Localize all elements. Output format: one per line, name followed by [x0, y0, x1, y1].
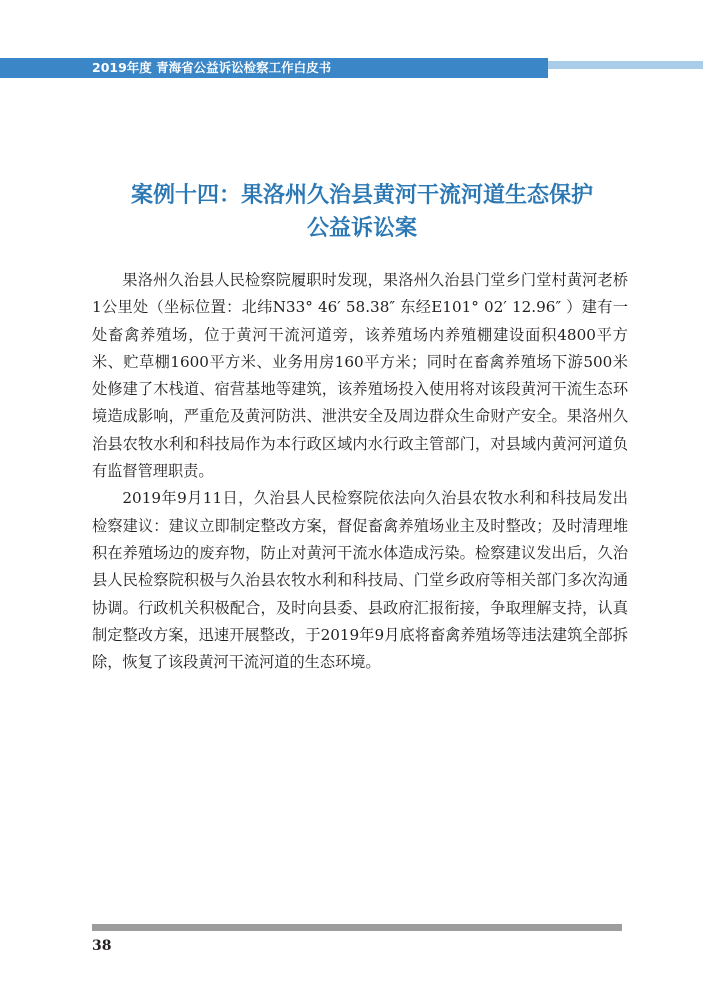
header-accent-stripe — [548, 61, 703, 69]
paragraph-1: 果洛州久治县人民检察院履职时发现，果洛州久治县门堂乡门堂村黄河老桥1公里处（坐标位置：北纬N33° 46′ 58.38″ 东经E101° 02′ 12.96″ ）建有一处畜禽养殖场，位于黄河干流河道旁，该养殖场内养殖棚建设面积4800平方米、贮草棚1600平方米、业务用房160平方米；同时在畜禽养殖场下游500米处修建了木栈道、宿营基地等建筑，该养殖场投入使用将对该段黄河干流生态环境造成影响，严重危及黄河防洪、泄洪安全及周边群众生命财产安全。果洛州久治县农牧水利和科技局作为本行政区域内水行政主管部门，对县域内黄河河道负有监督管理职责。 — [92, 271, 628, 481]
footer-rule — [92, 924, 622, 931]
case-title-line-2: 公益诉讼案 — [306, 215, 417, 241]
page-number: 38 — [92, 938, 112, 954]
paragraph-2: 2019年9月11日，久治县人民检察院依法向久治县农牧水利和科技局发出检察建议：建议立即制定整改方案，督促畜禽养殖场业主及时整改；及时清理堆积在养殖场边的废弃物，防止对黄河干流水体造成污染。检察建议发出后，久治县人民检察院积极与久治县农牧水利和科技局、门堂乡政府等相关部门多次沟通协调。行政机关积极配合，及时向县委、县政府汇报衔接，争取理解支持，认真制定整改方案，迅速开展整改，于2019年9月底将畜禽养殖场等违法建筑全部拆除，恢复了该段黄河干流河道的生态环境。 — [92, 489, 628, 672]
case-body — [92, 267, 628, 676]
case-title-line-1: 案例十四：果洛州久治县黄河干流河道生态保护 — [130, 182, 593, 208]
running-header-title: 2019年度 青海省公益诉讼检察工作白皮书 — [92, 60, 332, 75]
